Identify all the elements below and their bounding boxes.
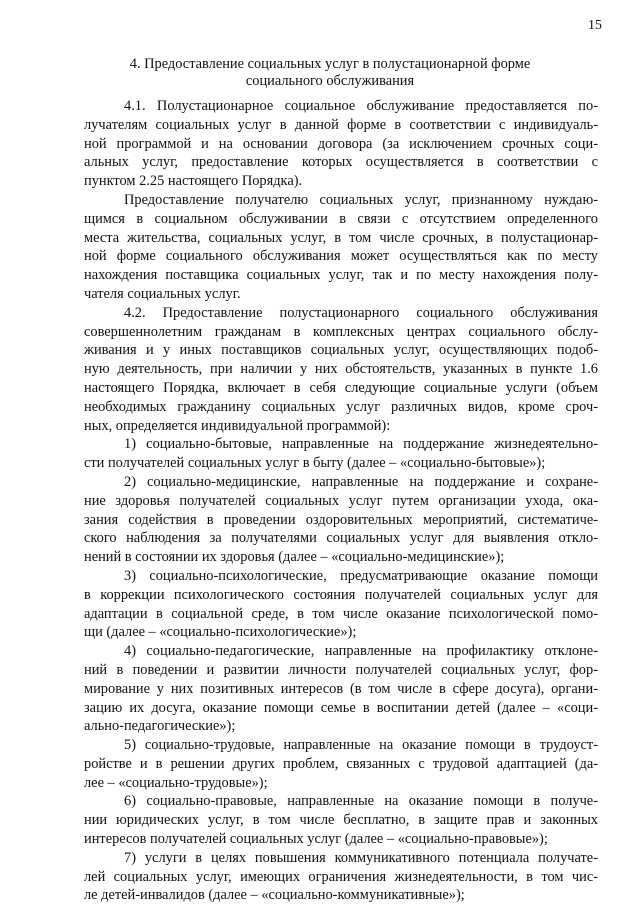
text-line: ной форме социального обслуживания может осуществляться как по месту xyxy=(84,248,598,265)
text-line: лее – «социально-трудовые»); xyxy=(84,774,268,791)
section-heading-line-1: 4. Предоставление социальных услуг в полустационарной форме xyxy=(129,56,531,72)
text-line: совершеннолетним гражданам в комплексных центрах социального обслу- xyxy=(84,323,598,340)
text-line: щимся в социальном обслуживании в связи с отсутствием определенного xyxy=(84,210,598,227)
text-line: зания содействия в проведении оздоровительных мероприятий, систематиче- xyxy=(84,511,598,528)
section-heading-line-2: социального обслуживания xyxy=(245,73,415,89)
text-line: нии юридических услуг, в том числе бесплатно, в защите прав и законных xyxy=(84,812,598,829)
text-line: нахождения поставщика социальных услуг, так и по месту нахождения полу- xyxy=(84,267,598,284)
text-line: ского наблюдения за получателями социальных услуг для выявления откло- xyxy=(84,530,598,547)
text-line: ле детей-инвалидов (далее – «социально-коммуникативные»); xyxy=(84,887,465,904)
text-line: 4) социально-педагогические, направленные на профилактику отклоне- xyxy=(124,643,598,660)
text-line: ние здоровья получателей социальных услуг путем организации ухода, ока- xyxy=(84,492,598,509)
body-text xyxy=(84,97,598,905)
text-line: нений в состоянии их здоровья (далее – «социально-медицинские»); xyxy=(84,549,505,566)
text-line: Предоставление получателю социальных услуг, признанному нуждаю- xyxy=(124,191,598,208)
text-line: зацию их досуга, оказание помощи семье в воспитании детей (далее – «соци- xyxy=(84,699,598,716)
text-line: 2) социально-медицинские, направленные на поддержание и сохране- xyxy=(124,473,598,490)
text-line: 1) социально-бытовые, направленные на поддержание жизнедеятельно- xyxy=(124,436,598,453)
section-heading xyxy=(80,56,580,90)
text-line: 5) социально-трудовые, направленные на оказание помощи в трудоуст- xyxy=(124,737,598,754)
text-line: 6) социально-правовые, направленные на оказание помощи в получе- xyxy=(124,793,598,810)
text-line: пунктом 2.25 настоящего Порядка). xyxy=(84,173,303,190)
text-line: 4.2. Предоставление полустационарного социального обслуживания xyxy=(124,304,598,321)
text-line: ную деятельность, при наличии у них обстоятельств, указанных в пункте 1.6 xyxy=(84,361,598,378)
text-line: мирование у них позитивных интересов (в том числе в сфере досуга), органи- xyxy=(84,680,598,697)
text-line: места жительства, социальных услуг, в том числе срочных, в полустационар- xyxy=(84,229,598,246)
text-line: 3) социально-психологические, предусматривающие оказание помощи xyxy=(124,567,598,584)
text-line: 7) услуги в целях повышения коммуникативного потенциала получате- xyxy=(124,849,598,866)
text-line: ных, определяется индивидуальной программой): xyxy=(84,417,391,434)
text-line: необходимых гражданину социальных услуг различных видов, кроме сроч- xyxy=(84,398,598,415)
text-line: 4.1. Полустационарное социальное обслуживание предоставляется по- xyxy=(124,98,598,114)
text-line: живания и у иных поставщиков социальных услуг, осуществляющих подоб- xyxy=(84,342,598,359)
page-number: 15 xyxy=(588,18,602,33)
text-line: чателя социальных услуг. xyxy=(84,285,241,302)
text-line: интересов получателей социальных услуг (далее – «социально-правовые»); xyxy=(84,831,548,848)
text-line: адаптации в социальной среде, в том числе оказание психологической помо- xyxy=(84,605,598,622)
text-line: щи (далее – «социально-психологические»); xyxy=(84,624,357,641)
text-line: сти получателей социальных услуг в быту (далее – «социально-бытовые»); xyxy=(84,455,546,472)
text-line: ной программой и на основании договора (за исключением срочных соци- xyxy=(84,135,598,152)
text-line: ально-педагогические»); xyxy=(84,718,236,735)
text-line: настоящего Порядка, включает в себя следующие социальные услуги (объем xyxy=(84,379,598,396)
text-line: в коррекции психологического состояния получателей социальных услуг для xyxy=(84,586,598,603)
text-line: ройстве и в решении других проблем, связанных с трудовой адаптацией (да- xyxy=(84,755,598,772)
text-line: лучателям социальных услуг в данной форме в соответствии с индивидуаль- xyxy=(84,116,598,133)
text-line: альных услуг, предоставление которых осуществляется в соответствии с xyxy=(84,154,598,171)
text-line: ний в поведении и развитии личности получателей социальных услуг, фор- xyxy=(84,661,598,678)
text-line: лей социальных услуг, имеющих ограничения жизнедеятельности, в том чис- xyxy=(84,868,598,885)
